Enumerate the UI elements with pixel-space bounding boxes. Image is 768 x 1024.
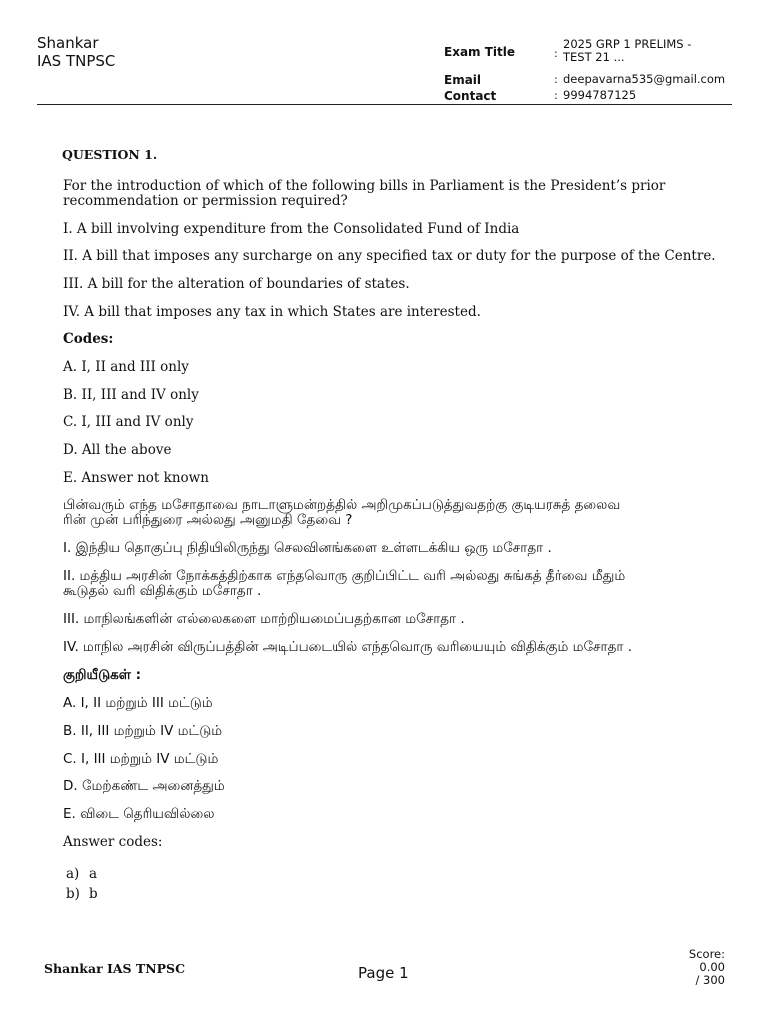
email-label: Email [444, 73, 482, 87]
tamil-option-e: E. விடை தெரியவில்லை [63, 806, 215, 822]
page-number: Page 1 [358, 964, 409, 982]
contact-label: Contact [444, 89, 497, 103]
tamil-codes-label: குறியீடுகள் : [63, 667, 142, 683]
answer-choice-value: b [89, 886, 98, 902]
exam-title-value-line-1: 2025 GRP 1 PRELIMS - [563, 37, 692, 51]
tamil-statement-2 [63, 569, 743, 599]
tamil-statement-1: I. இந்திய தொகுப்பு நிதியிலிருந்து செலவினங்களை உள்ளடக்கிய ஒரு மசோதா . [63, 540, 552, 556]
brand-line-2: IAS TNPSC [37, 52, 116, 70]
tamil-statement-4: IV. மாநில அரசின் விருப்பத்தின் அடிப்படையில் எந்தவொரு வரியையும் விதிக்கும் மசோதா . [63, 639, 633, 655]
answer-choice-letter: a) [66, 866, 80, 882]
contact-row [444, 89, 734, 105]
answer-choice-a[interactable] [66, 864, 98, 884]
exam-title-label: Exam Title [444, 45, 516, 59]
tamil-statement-3: III. மாநிலங்களின் எல்லைகளை மாற்றியமைப்பதற்கான மசோதா . [63, 611, 465, 627]
question-stem-tamil [63, 498, 743, 528]
tamil-option-c: C. I, III மற்றும் IV மட்டும் [63, 751, 219, 767]
document-header [37, 34, 732, 105]
question-stem-english [63, 179, 743, 209]
answer-choice-value: a [89, 866, 98, 882]
email-value: deepavarna535@gmail.com [563, 72, 726, 86]
question-stem-line-1: For the introduction of which of the following bills in Parliament is the President’s prior [63, 178, 666, 194]
tamil-stem-line-2: ரின் முன் பரிந்துரை அல்லது அனுமதி தேவை ? [63, 512, 353, 528]
tamil-option-d: D. மேற்கண்ட அனைத்தும் [63, 778, 225, 794]
codes-label: Codes: [63, 331, 114, 347]
tamil-statement-2-line-1: II. மத்திய அரசின் நோக்கத்திற்காக எந்தவொரு குறிப்பிட்ட வரி அல்லது சுங்கத் தீர்வை மீதும் [63, 568, 626, 584]
footer-brand: Shankar IAS TNPSC [44, 961, 186, 976]
exam-title-colon: : [554, 47, 558, 60]
score-total: / 300 [695, 973, 725, 987]
score-value: 0.00 [699, 960, 725, 974]
tamil-statement-2-line-2: கூடுதல் வரி விதிக்கும் மசோதா . [63, 583, 262, 599]
statement-2: II. A bill that imposes any surcharge on any specified tax or duty for the purpose of the Centre. [63, 248, 716, 264]
email-row [444, 73, 734, 89]
exam-title-value [563, 38, 734, 64]
answer-choices [66, 864, 98, 904]
contact-colon: : [554, 89, 558, 102]
tamil-option-b: B. II, III மற்றும் IV மட்டும் [63, 723, 223, 739]
exam-meta [444, 38, 734, 105]
question-stem-line-2: recommendation or permission required? [63, 193, 348, 209]
statement-1: I. A bill involving expenditure from the Consolidated Fund of India [63, 221, 520, 237]
exam-title-value-line-2: TEST 21 ... [563, 50, 625, 64]
tamil-option-a: A. I, II மற்றும் III மட்டும் [63, 695, 213, 711]
option-c: C. I, III and IV only [63, 414, 194, 430]
option-b: B. II, III and IV only [63, 387, 199, 403]
brand-name [37, 34, 115, 70]
exam-title-row [444, 38, 734, 73]
option-a: A. I, II and III only [63, 359, 189, 375]
option-d: D. All the above [63, 442, 172, 458]
answer-codes-label: Answer codes: [63, 834, 163, 850]
answer-choice-b[interactable] [66, 884, 98, 904]
option-e: E. Answer not known [63, 470, 209, 486]
tamil-stem-line-1: பின்வரும் எந்த மசோதாவை நாடாளுமன்றத்தில் அறிமுகப்படுத்துவதற்கு குடியரசுத் தலைவ [63, 497, 621, 513]
email-colon: : [554, 73, 558, 86]
score-label: Score: [688, 947, 725, 961]
statement-4: IV. A bill that imposes any tax in which States are interested. [63, 304, 481, 320]
statement-3: III. A bill for the alteration of boundaries of states. [63, 276, 410, 292]
score-box [689, 948, 725, 987]
answer-choice-letter: b) [66, 886, 80, 902]
question-number: QUESTION 1. [62, 147, 158, 162]
brand-line-1: Shankar [37, 34, 99, 52]
contact-value: 9994787125 [563, 88, 637, 102]
